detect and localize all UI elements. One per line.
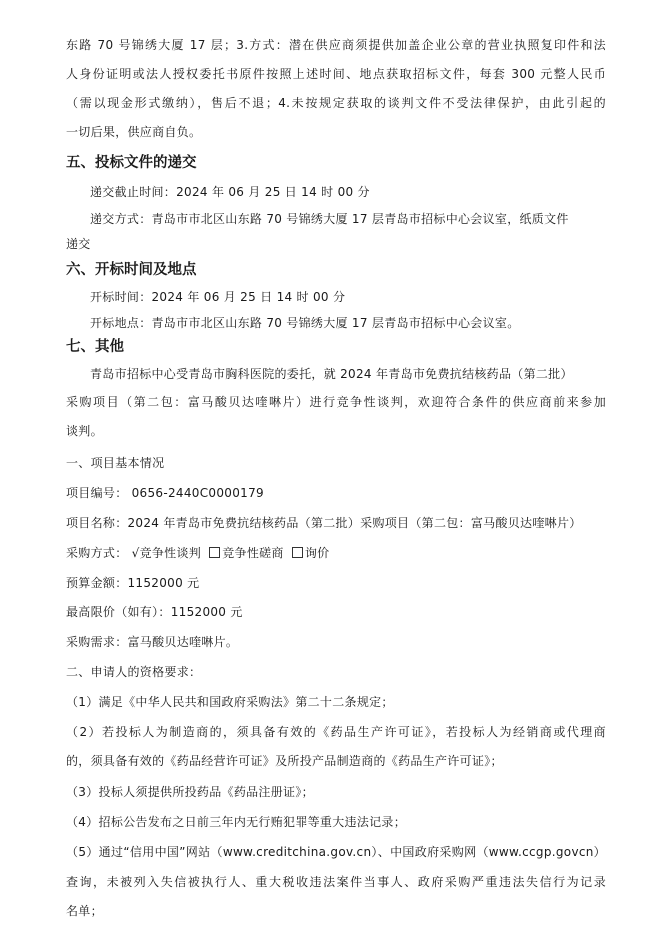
other-paragraph-line: 采购项目（第二包：富马酸贝达喹啉片）进行竞争性谈判，欢迎符合条件的供应商前来参加 — [66, 395, 606, 409]
other-paragraph-line: 谈判。 — [66, 424, 103, 438]
budget-amount: 预算金额：1152000 元 — [66, 576, 200, 590]
qualification-item: （2）若投标人为制造商的，须具备有效的《药品生产许可证》，若投标人为经销商或代理商 — [66, 725, 606, 739]
announcement-text-line: 人身份证明或法人授权委托书原件按照上述时间、地点获取招标文件，每套 300 元整人民币 — [66, 67, 606, 81]
checkbox-empty-icon — [292, 547, 303, 558]
other-paragraph-line: 青岛市招标中心受青岛市胸科医院的委托，就 2024 年青岛市免费抗结核药品（第二批） — [90, 367, 573, 381]
qualification-item: （3）投标人须提供所投药品《药品注册证》； — [66, 785, 314, 799]
project-name: 项目名称：2024 年青岛市免费抗结核药品（第二批）采购项目（第二包：富马酸贝达喹啉片） — [66, 516, 582, 530]
submission-method: 递交方式：青岛市市北区山东路 70 号锦绣大厦 17 层青岛市招标中心会议室，纸质文件 — [90, 212, 569, 226]
announcement-text-line: 一切后果，供应商自负。 — [66, 125, 202, 139]
checkbox-empty-icon — [209, 547, 220, 558]
announcement-text-line: （需以现金形式缴纳），售后不退；4.未按规定获取的谈判文件不受法律保护，由此引起的 — [66, 96, 606, 110]
submission-method-cont: 递交 — [66, 237, 91, 251]
procurement-method — [66, 545, 606, 561]
qualification-item: （5）通过“信用中国”网站（www.creditchina.gov.cn）、中国政府采购网（www.ccgp.govcn） — [66, 845, 606, 859]
section-heading-other: 七、其他 — [66, 339, 124, 355]
opening-place: 开标地点：青岛市市北区山东路 70 号锦绣大厦 17 层青岛市招标中心会议室。 — [90, 316, 520, 330]
section-heading-opening: 六、开标时间及地点 — [66, 262, 197, 278]
procurement-method-option-selected: √竞争性谈判 — [131, 546, 202, 560]
qualification-item-cont: 名单； — [66, 904, 103, 918]
procurement-method-option: 竞争性磋商 — [222, 546, 284, 560]
project-number: 项目编号： 0656-2440C0000179 — [66, 486, 264, 500]
qualification-item-cont: 查询，未被列入失信被执行人、重大税收违法案件当事人、政府采购严重违法失信行为记录 — [66, 875, 606, 889]
procurement-method-option: 询价 — [304, 546, 330, 560]
procurement-demand: 采购需求：富马酸贝达喹啉片。 — [66, 635, 239, 649]
procurement-method-label: 采购方式： — [66, 546, 128, 560]
max-price: 最高限价（如有）：1152000 元 — [66, 605, 243, 619]
qualification-title: 二、申请人的资格要求： — [66, 665, 202, 679]
qualification-item-cont: 的，须具备有效的《药品经营许可证》及所投产品制造商的《药品生产许可证》； — [66, 754, 503, 768]
qualification-item: （4）招标公告发布之日前三年内无行贿犯罪等重大违法记录； — [66, 815, 407, 829]
announcement-text-line: 东路 70 号锦绣大厦 17 层；3.方式：潜在供应商须提供加盖企业公章的营业执照复印件和法 — [66, 38, 606, 52]
opening-time: 开标时间：2024 年 06 月 25 日 14 时 00 分 — [90, 290, 346, 304]
basic-info-title: 一、项目基本情况 — [66, 456, 165, 470]
qualification-item: （1）满足《中华人民共和国政府采购法》第二十二条规定； — [66, 695, 394, 709]
submission-deadline: 递交截止时间：2024 年 06 月 25 日 14 时 00 分 — [90, 185, 370, 199]
section-heading-submission: 五、投标文件的递交 — [66, 155, 197, 171]
